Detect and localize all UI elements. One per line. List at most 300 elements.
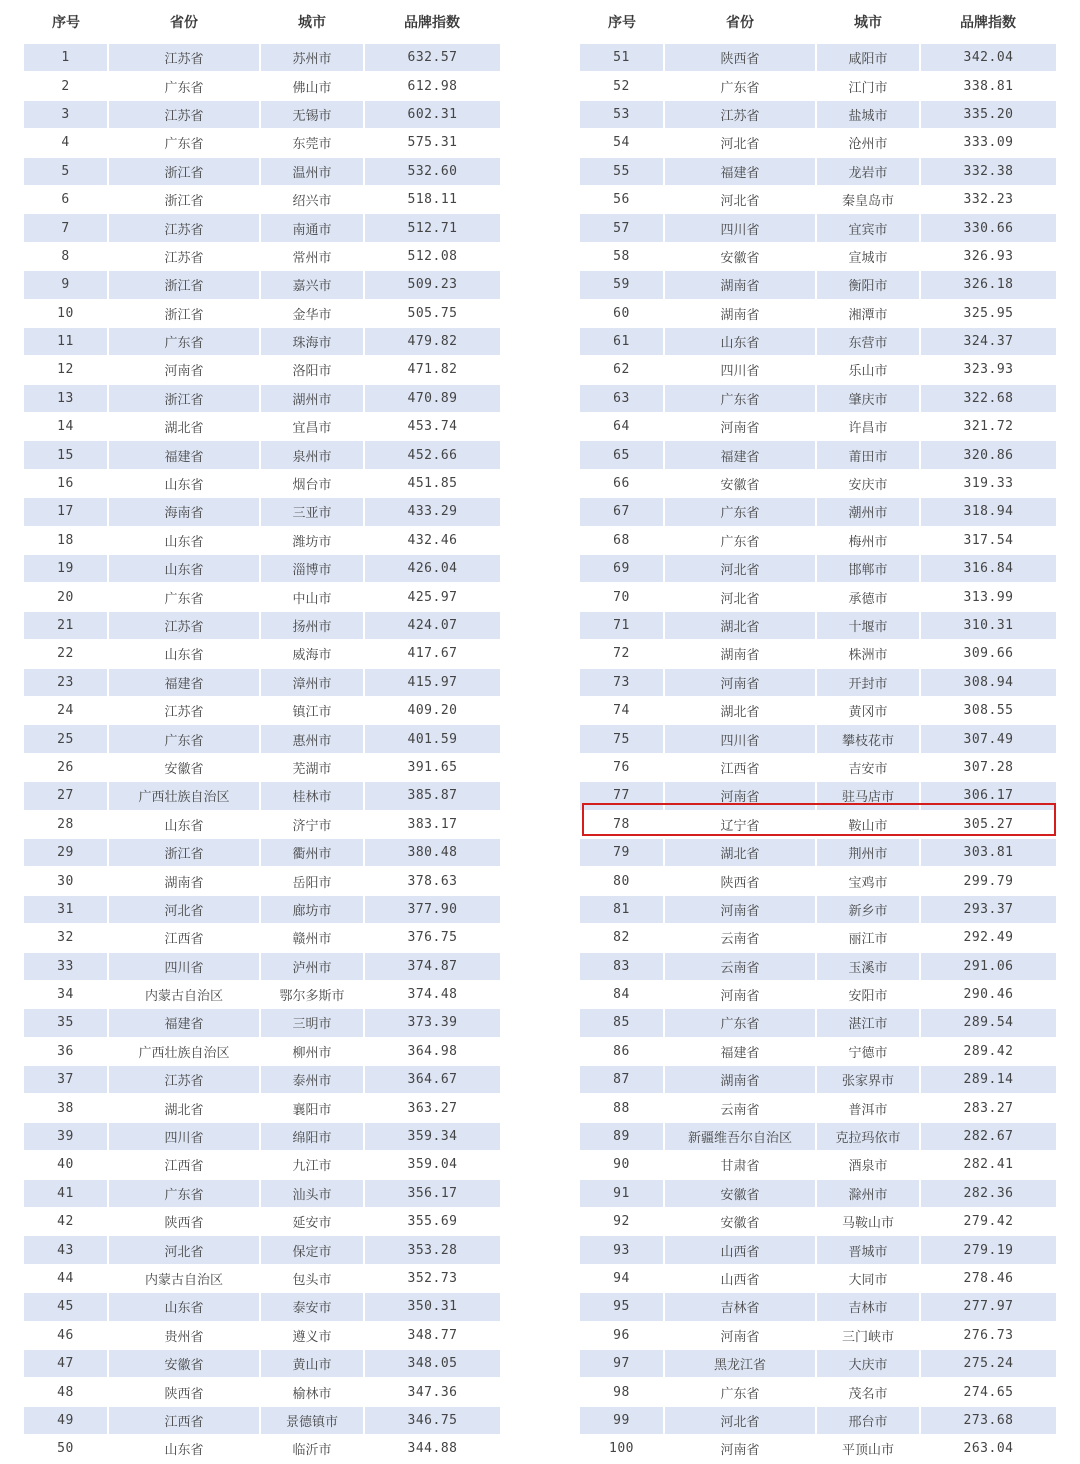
city-cell: 柳州市: [260, 1037, 364, 1065]
province-cell: 安徽省: [108, 1349, 260, 1377]
table-row: [580, 441, 1056, 469]
city-cell: 泉州市: [260, 441, 364, 469]
brand-index-cell: 518.11: [364, 185, 500, 213]
brand-index-cell: 452.66: [364, 441, 500, 469]
table-row: [580, 1378, 1056, 1406]
table-row: [580, 753, 1056, 781]
province-cell: 浙江省: [108, 299, 260, 327]
table-row: [24, 1264, 500, 1292]
table-row: [580, 413, 1056, 441]
brand-index-cell: 279.19: [920, 1236, 1056, 1264]
city-cell: 荆州市: [816, 838, 920, 866]
rank-cell: 87: [580, 1066, 664, 1094]
rank-cell: 41: [24, 1179, 108, 1207]
city-cell: 新乡市: [816, 895, 920, 923]
table-row: [24, 271, 500, 299]
city-cell: 襄阳市: [260, 1094, 364, 1122]
brand-index-cell: 305.27: [920, 810, 1056, 838]
city-cell: 黄山市: [260, 1349, 364, 1377]
city-cell: 马鞍山市: [816, 1208, 920, 1236]
city-cell: 扬州市: [260, 611, 364, 639]
city-cell: 苏州市: [260, 44, 364, 72]
header-rank: 序号: [580, 0, 664, 44]
rank-cell: 100: [580, 1435, 664, 1463]
rank-cell: 86: [580, 1037, 664, 1065]
rank-cell: 38: [24, 1094, 108, 1122]
rank-cell: 14: [24, 413, 108, 441]
brand-index-cell: 509.23: [364, 271, 500, 299]
province-cell: 湖北省: [664, 611, 816, 639]
rank-cell: 31: [24, 895, 108, 923]
table-row: [24, 583, 500, 611]
province-cell: 山西省: [664, 1236, 816, 1264]
brand-index-cell: 505.75: [364, 299, 500, 327]
city-cell: 大同市: [816, 1264, 920, 1292]
city-cell: 肇庆市: [816, 384, 920, 412]
rank-cell: 35: [24, 1009, 108, 1037]
table-row: [24, 498, 500, 526]
province-cell: 山东省: [108, 810, 260, 838]
table-row: [580, 1094, 1056, 1122]
brand-index-cell: 306.17: [920, 782, 1056, 810]
brand-index-cell: 612.98: [364, 72, 500, 100]
rank-cell: 53: [580, 100, 664, 128]
table-row: [24, 1122, 500, 1150]
city-cell: 安庆市: [816, 469, 920, 497]
brand-index-cell: 433.29: [364, 498, 500, 526]
province-cell: 江西省: [664, 753, 816, 781]
rank-cell: 11: [24, 327, 108, 355]
city-cell: 酒泉市: [816, 1151, 920, 1179]
city-cell: 保定市: [260, 1236, 364, 1264]
brand-index-cell: 426.04: [364, 555, 500, 583]
province-cell: 河北省: [108, 1236, 260, 1264]
province-cell: 江苏省: [108, 100, 260, 128]
province-cell: 内蒙古自治区: [108, 1264, 260, 1292]
city-cell: 邯郸市: [816, 555, 920, 583]
rank-cell: 73: [580, 668, 664, 696]
ranking-table-left: [24, 0, 500, 1464]
province-cell: 福建省: [108, 668, 260, 696]
city-cell: 镇江市: [260, 696, 364, 724]
rank-cell: 89: [580, 1122, 664, 1150]
rank-cell: 44: [24, 1264, 108, 1292]
table-row: [24, 1293, 500, 1321]
brand-index-cell: 325.95: [920, 299, 1056, 327]
brand-index-cell: 307.49: [920, 725, 1056, 753]
province-cell: 湖南省: [664, 299, 816, 327]
city-cell: 常州市: [260, 242, 364, 270]
brand-index-cell: 338.81: [920, 72, 1056, 100]
province-cell: 云南省: [664, 924, 816, 952]
brand-index-cell: 283.27: [920, 1094, 1056, 1122]
brand-index-cell: 299.79: [920, 867, 1056, 895]
brand-index-cell: 308.55: [920, 696, 1056, 724]
city-cell: 安阳市: [816, 980, 920, 1008]
rank-cell: 61: [580, 327, 664, 355]
table-row: [24, 1066, 500, 1094]
brand-index-cell: 318.94: [920, 498, 1056, 526]
brand-index-cell: 432.46: [364, 526, 500, 554]
province-cell: 江西省: [108, 1151, 260, 1179]
province-cell: 湖南省: [664, 640, 816, 668]
brand-index-cell: 289.42: [920, 1037, 1056, 1065]
rank-cell: 71: [580, 611, 664, 639]
table-row: [580, 980, 1056, 1008]
table-row: [24, 100, 500, 128]
province-cell: 湖北省: [664, 696, 816, 724]
brand-index-cell: 348.05: [364, 1349, 500, 1377]
province-cell: 湖北省: [664, 838, 816, 866]
brand-index-cell: 333.09: [920, 129, 1056, 157]
table-row: [580, 952, 1056, 980]
table-row: [580, 924, 1056, 952]
province-cell: 广西壮族自治区: [108, 782, 260, 810]
table-row: [580, 1293, 1056, 1321]
brand-index-cell: 373.39: [364, 1009, 500, 1037]
table-row: [24, 1406, 500, 1434]
table-row: [580, 129, 1056, 157]
province-cell: 广东省: [108, 327, 260, 355]
rank-cell: 75: [580, 725, 664, 753]
rank-cell: 90: [580, 1151, 664, 1179]
province-cell: 甘肃省: [664, 1151, 816, 1179]
table-row: [580, 299, 1056, 327]
city-cell: 大庆市: [816, 1349, 920, 1377]
brand-index-cell: 347.36: [364, 1378, 500, 1406]
brand-index-cell: 346.75: [364, 1406, 500, 1434]
table-row: [580, 640, 1056, 668]
rank-cell: 64: [580, 413, 664, 441]
rank-cell: 76: [580, 753, 664, 781]
brand-index-cell: 326.18: [920, 271, 1056, 299]
province-cell: 湖南省: [664, 271, 816, 299]
rank-cell: 59: [580, 271, 664, 299]
table-row: [580, 1122, 1056, 1150]
rank-cell: 84: [580, 980, 664, 1008]
rank-cell: 8: [24, 242, 108, 270]
province-cell: 福建省: [664, 1037, 816, 1065]
province-cell: 福建省: [664, 441, 816, 469]
rank-cell: 79: [580, 838, 664, 866]
city-cell: 榆林市: [260, 1378, 364, 1406]
province-cell: 福建省: [108, 1009, 260, 1037]
province-cell: 陕西省: [664, 867, 816, 895]
city-cell: 丽江市: [816, 924, 920, 952]
province-cell: 福建省: [664, 157, 816, 185]
city-cell: 承德市: [816, 583, 920, 611]
city-cell: 咸阳市: [816, 44, 920, 72]
city-cell: 无锡市: [260, 100, 364, 128]
rank-cell: 15: [24, 441, 108, 469]
table-row: [580, 1435, 1056, 1463]
city-cell: 平顶山市: [816, 1435, 920, 1463]
table-row: [580, 725, 1056, 753]
table-row: [24, 838, 500, 866]
province-cell: 河北省: [664, 185, 816, 213]
rank-cell: 97: [580, 1349, 664, 1377]
rank-cell: 80: [580, 867, 664, 895]
rank-cell: 63: [580, 384, 664, 412]
table-row: [24, 924, 500, 952]
header-city: 城市: [260, 0, 364, 44]
city-cell: 淄博市: [260, 555, 364, 583]
province-cell: 江苏省: [108, 611, 260, 639]
brand-index-cell: 348.77: [364, 1321, 500, 1349]
brand-index-cell: 409.20: [364, 696, 500, 724]
rank-cell: 55: [580, 157, 664, 185]
brand-index-cell: 401.59: [364, 725, 500, 753]
brand-index-cell: 632.57: [364, 44, 500, 72]
rank-cell: 93: [580, 1236, 664, 1264]
rank-cell: 1: [24, 44, 108, 72]
table-row: [24, 782, 500, 810]
rank-cell: 62: [580, 356, 664, 384]
province-cell: 湖南省: [108, 867, 260, 895]
province-cell: 山西省: [664, 1264, 816, 1292]
rank-cell: 6: [24, 185, 108, 213]
table-row: [580, 1208, 1056, 1236]
table-row: [24, 157, 500, 185]
rank-cell: 7: [24, 214, 108, 242]
table-row: [24, 1378, 500, 1406]
brand-index-cell: 415.97: [364, 668, 500, 696]
city-cell: 赣州市: [260, 924, 364, 952]
city-cell: 宜昌市: [260, 413, 364, 441]
province-cell: 江苏省: [108, 242, 260, 270]
city-cell: 沧州市: [816, 129, 920, 157]
table-row: [580, 1037, 1056, 1065]
province-cell: 湖北省: [108, 413, 260, 441]
city-cell: 三门峡市: [816, 1321, 920, 1349]
table-row: [24, 753, 500, 781]
province-cell: 河南省: [664, 1435, 816, 1463]
rank-cell: 96: [580, 1321, 664, 1349]
city-cell: 克拉玛依市: [816, 1122, 920, 1150]
brand-index-cell: 275.24: [920, 1349, 1056, 1377]
city-cell: 洛阳市: [260, 356, 364, 384]
rank-cell: 81: [580, 895, 664, 923]
city-cell: 泰安市: [260, 1293, 364, 1321]
city-cell: 吉林市: [816, 1293, 920, 1321]
table-row: [24, 441, 500, 469]
city-cell: 衢州市: [260, 838, 364, 866]
brand-index-cell: 380.48: [364, 838, 500, 866]
table-row: [580, 214, 1056, 242]
rank-cell: 95: [580, 1293, 664, 1321]
province-cell: 云南省: [664, 1094, 816, 1122]
brand-index-cell: 425.97: [364, 583, 500, 611]
city-cell: 南通市: [260, 214, 364, 242]
province-cell: 海南省: [108, 498, 260, 526]
table-row: [24, 980, 500, 1008]
table-row: [24, 242, 500, 270]
table-row: [580, 668, 1056, 696]
rank-cell: 54: [580, 129, 664, 157]
province-cell: 浙江省: [108, 838, 260, 866]
table-row: [24, 810, 500, 838]
brand-index-cell: 277.97: [920, 1293, 1056, 1321]
city-cell: 莆田市: [816, 441, 920, 469]
city-cell: 绍兴市: [260, 185, 364, 213]
brand-index-cell: 532.60: [364, 157, 500, 185]
brand-index-cell: 364.67: [364, 1066, 500, 1094]
province-cell: 陕西省: [108, 1208, 260, 1236]
city-cell: 济宁市: [260, 810, 364, 838]
table-row: [24, 611, 500, 639]
rank-cell: 23: [24, 668, 108, 696]
rank-cell: 67: [580, 498, 664, 526]
brand-index-cell: 353.28: [364, 1236, 500, 1264]
city-cell: 十堰市: [816, 611, 920, 639]
province-cell: 江苏省: [108, 214, 260, 242]
city-cell: 茂名市: [816, 1378, 920, 1406]
brand-index-cell: 383.17: [364, 810, 500, 838]
rank-cell: 3: [24, 100, 108, 128]
header-rank: 序号: [24, 0, 108, 44]
brand-index-cell: 324.37: [920, 327, 1056, 355]
brand-index-cell: 330.66: [920, 214, 1056, 242]
table-row: [580, 526, 1056, 554]
province-cell: 江苏省: [108, 44, 260, 72]
province-cell: 安徽省: [664, 1179, 816, 1207]
table-row: [24, 1435, 500, 1463]
table-row: [580, 583, 1056, 611]
city-cell: 黄冈市: [816, 696, 920, 724]
province-cell: 广东省: [108, 129, 260, 157]
table-body-left: [24, 44, 500, 1463]
city-cell: 湖州市: [260, 384, 364, 412]
province-cell: 山东省: [108, 1435, 260, 1463]
province-cell: 江西省: [108, 1406, 260, 1434]
brand-index-cell: 321.72: [920, 413, 1056, 441]
city-cell: 潍坊市: [260, 526, 364, 554]
city-cell: 许昌市: [816, 413, 920, 441]
rank-cell: 94: [580, 1264, 664, 1292]
rank-cell: 29: [24, 838, 108, 866]
brand-index-cell: 289.54: [920, 1009, 1056, 1037]
rank-cell: 85: [580, 1009, 664, 1037]
city-cell: 威海市: [260, 640, 364, 668]
brand-index-cell: 322.68: [920, 384, 1056, 412]
brand-index-cell: 307.28: [920, 753, 1056, 781]
city-cell: 吉安市: [816, 753, 920, 781]
table-row: [580, 1151, 1056, 1179]
province-cell: 广东省: [664, 498, 816, 526]
brand-index-cell: 451.85: [364, 469, 500, 497]
province-cell: 广东省: [108, 725, 260, 753]
province-cell: 安徽省: [108, 753, 260, 781]
city-cell: 遵义市: [260, 1321, 364, 1349]
province-cell: 贵州省: [108, 1321, 260, 1349]
rank-cell: 34: [24, 980, 108, 1008]
brand-index-cell: 290.46: [920, 980, 1056, 1008]
city-cell: 佛山市: [260, 72, 364, 100]
province-cell: 河南省: [664, 895, 816, 923]
province-cell: 河北省: [664, 1406, 816, 1434]
city-cell: 嘉兴市: [260, 271, 364, 299]
brand-index-cell: 385.87: [364, 782, 500, 810]
brand-index-cell: 323.93: [920, 356, 1056, 384]
brand-index-cell: 282.36: [920, 1179, 1056, 1207]
rank-cell: 91: [580, 1179, 664, 1207]
province-cell: 辽宁省: [664, 810, 816, 838]
brand-index-cell: 350.31: [364, 1293, 500, 1321]
rank-cell: 83: [580, 952, 664, 980]
province-cell: 四川省: [664, 214, 816, 242]
brand-index-cell: 282.41: [920, 1151, 1056, 1179]
brand-index-cell: 344.88: [364, 1435, 500, 1463]
table-row: [580, 469, 1056, 497]
city-cell: 普洱市: [816, 1094, 920, 1122]
brand-index-cell: 317.54: [920, 526, 1056, 554]
rank-cell: 68: [580, 526, 664, 554]
rank-cell: 45: [24, 1293, 108, 1321]
brand-index-cell: 417.67: [364, 640, 500, 668]
rank-cell: 92: [580, 1208, 664, 1236]
table-row: [24, 469, 500, 497]
brand-index-cell: 309.66: [920, 640, 1056, 668]
brand-index-cell: 342.04: [920, 44, 1056, 72]
table-row: [24, 299, 500, 327]
city-cell: 衡阳市: [816, 271, 920, 299]
city-cell: 开封市: [816, 668, 920, 696]
city-cell: 温州市: [260, 157, 364, 185]
brand-index-cell: 273.68: [920, 1406, 1056, 1434]
table-row: [24, 129, 500, 157]
table-row: [24, 867, 500, 895]
table-row: [580, 384, 1056, 412]
brand-index-cell: 356.17: [364, 1179, 500, 1207]
brand-index-cell: 479.82: [364, 327, 500, 355]
brand-index-cell: 279.42: [920, 1208, 1056, 1236]
province-cell: 安徽省: [664, 242, 816, 270]
header-brand-index: 品牌指数: [364, 0, 500, 44]
brand-index-cell: 471.82: [364, 356, 500, 384]
brand-index-cell: 282.67: [920, 1122, 1056, 1150]
province-cell: 黑龙江省: [664, 1349, 816, 1377]
table-row: [24, 72, 500, 100]
table-row: [24, 384, 500, 412]
rank-cell: 88: [580, 1094, 664, 1122]
rank-cell: 98: [580, 1378, 664, 1406]
rank-cell: 28: [24, 810, 108, 838]
province-cell: 湖南省: [664, 1066, 816, 1094]
table-row: [580, 810, 1056, 838]
rank-cell: 56: [580, 185, 664, 213]
rank-cell: 99: [580, 1406, 664, 1434]
province-cell: 广东省: [664, 526, 816, 554]
table-row: [580, 498, 1056, 526]
rank-cell: 52: [580, 72, 664, 100]
table-row: [24, 327, 500, 355]
rank-cell: 58: [580, 242, 664, 270]
province-cell: 山东省: [108, 469, 260, 497]
province-cell: 四川省: [108, 1122, 260, 1150]
city-cell: 东莞市: [260, 129, 364, 157]
brand-index-cell: 293.37: [920, 895, 1056, 923]
table-row: [580, 1066, 1056, 1094]
province-cell: 福建省: [108, 441, 260, 469]
rank-cell: 77: [580, 782, 664, 810]
province-cell: 河南省: [664, 1321, 816, 1349]
table-row: [580, 1236, 1056, 1264]
brand-index-cell: 424.07: [364, 611, 500, 639]
city-cell: 张家界市: [816, 1066, 920, 1094]
table-row: [24, 725, 500, 753]
rank-cell: 5: [24, 157, 108, 185]
city-cell: 景德镇市: [260, 1406, 364, 1434]
